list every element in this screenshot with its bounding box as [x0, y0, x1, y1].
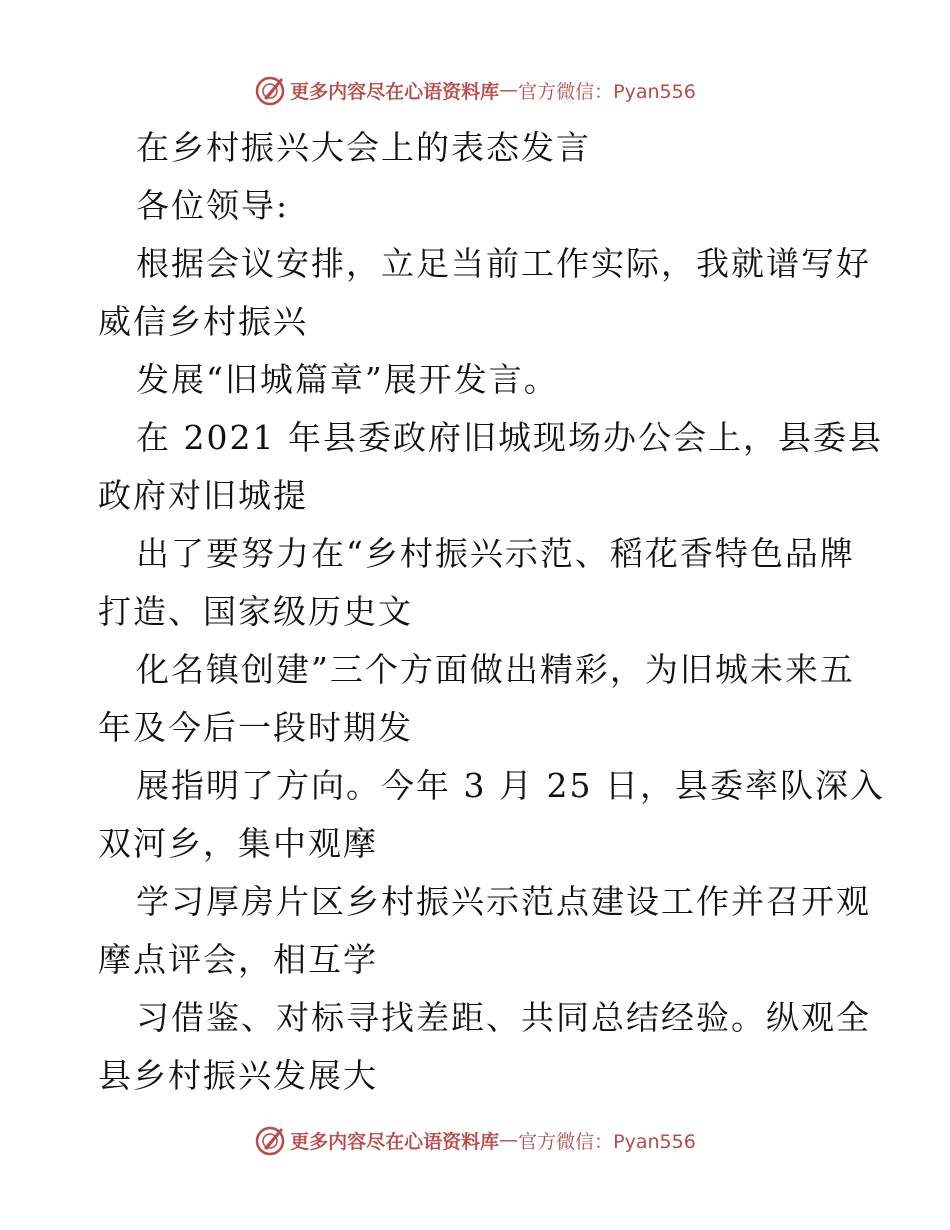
paragraph-line: 县乡村振兴发展大 — [98, 1056, 378, 1095]
banner-brand-text: 更多内容尽在心语资料库 — [290, 80, 500, 103]
paragraph-line: 在 2021 年县委政府旧城现场办公会上，县委县 — [136, 418, 883, 457]
document-title: 在乡村振兴大会上的表态发言 — [136, 128, 591, 167]
paragraph-line: 习借鉴、对标寻找差距、共同总结经验。纵观全 — [136, 998, 871, 1037]
paragraph-line: 出了要努力在“乡村振兴示范、稻花香特色品牌 — [136, 534, 855, 573]
quill-logo-icon — [254, 1124, 286, 1156]
paragraph-line: 摩点评会，相互学 — [98, 940, 378, 979]
paragraph-line: 展指明了方向。今年 3 月 25 日，县委率队深入 — [136, 766, 885, 805]
banner-brand-text: 更多内容尽在心语资料库 — [290, 1130, 500, 1153]
paragraph-line: 根据会议安排，立足当前工作实际，我就谱写好 — [136, 244, 871, 283]
header-banner — [0, 70, 950, 110]
paragraph-line: 双河乡，集中观摩 — [98, 824, 378, 863]
banner-contact-text: 官方微信：Pyan556 — [518, 1130, 696, 1153]
paragraph-line: 打造、国家级历史文 — [98, 592, 413, 631]
banner-separator: — — [499, 1129, 519, 1151]
paragraph-line: 威信乡村振兴 — [98, 302, 308, 341]
paragraph-line: 学习厚房片区乡村振兴示范点建设工作并召开观 — [136, 882, 871, 921]
banner-contact-text: 官方微信：Pyan556 — [518, 80, 696, 103]
paragraph-line: 化名镇创建”三个方面做出精彩，为旧城未来五 — [136, 650, 855, 689]
paragraph-line: 政府对旧城提 — [98, 476, 308, 515]
footer-banner — [0, 1120, 950, 1160]
paragraph-line: 年及今后一段时期发 — [98, 708, 413, 747]
quill-logo-icon — [254, 74, 286, 106]
banner-separator: — — [499, 79, 519, 101]
paragraph-line: 发展“旧城篇章”展开发言。 — [136, 360, 559, 399]
salutation: 各位领导: — [136, 186, 290, 225]
